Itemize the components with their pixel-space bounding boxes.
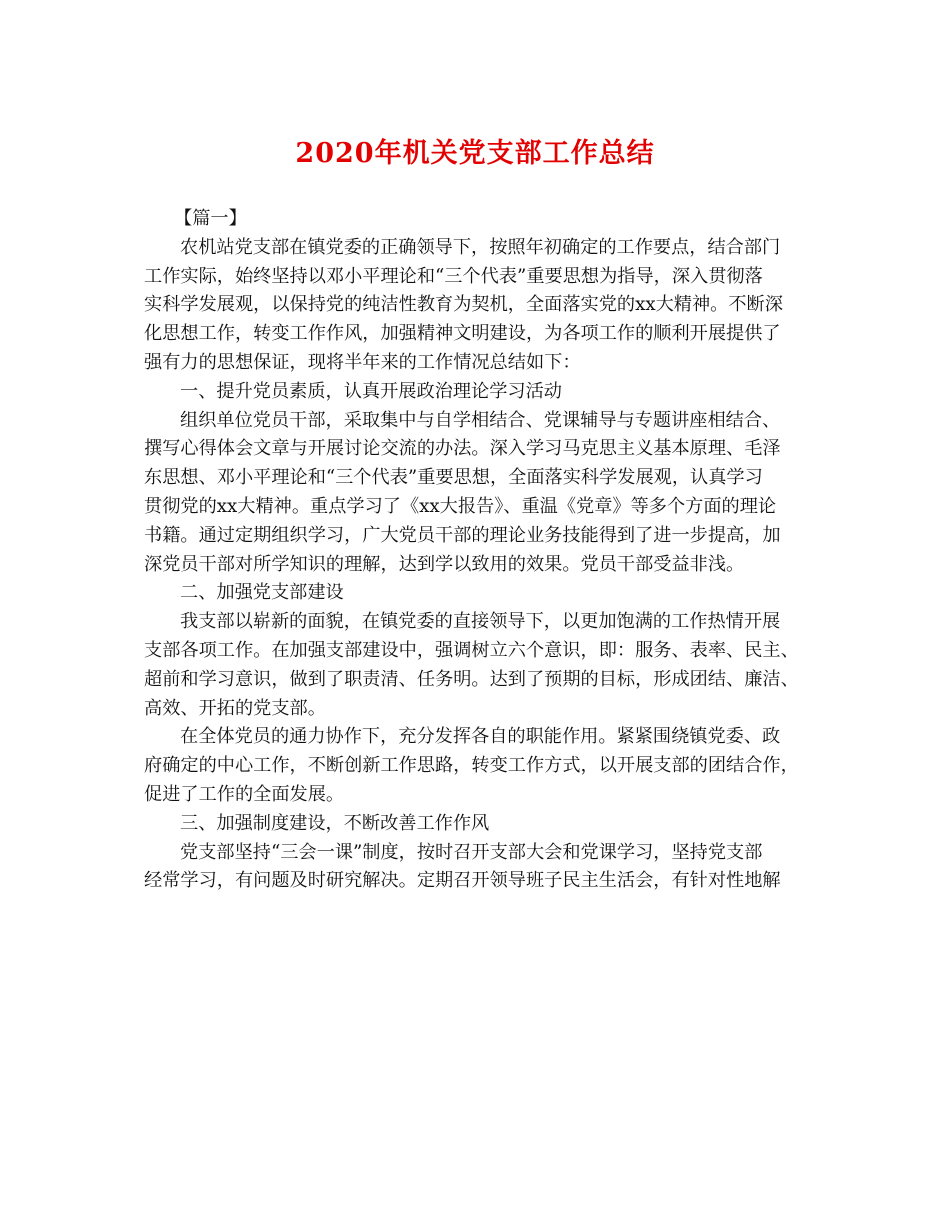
text-line: 二、加强党支部建设 (180, 582, 344, 604)
section-label: 【篇一】 (174, 208, 247, 229)
document-title: 2020年机关党支部工作总结 (295, 138, 655, 169)
text-line: 深党员干部对所学知识的理解，达到学以致用的效果。党员干部受益非浅。 (144, 553, 745, 575)
text-line: 我支部以崭新的面貌，在镇党委的直接领导下，以更加饱满的工作热情开展 (180, 611, 781, 633)
text-line: 三、加强制度建设，不断改善工作作风 (180, 812, 490, 834)
text-line: 撰写心得体会文章与开展讨论交流的办法。深入学习马克思主义基本原理、毛泽 (144, 438, 781, 460)
text-line: 在全体党员的通力协作下，充分发挥各自的职能作用。紧紧围绕镇党委、政 (180, 726, 781, 748)
text-line: 组织单位党员干部，采取集中与自学相结合、党课辅导与专题讲座相结合、 (180, 409, 781, 431)
text-line: 超前和学习意识，做到了职责清、任务明。达到了预期的目标，形成团结、廉洁、 (144, 668, 799, 690)
text-line: 贯彻党的xx大精神。重点学习了《xx大报告》、重温《党章》等多个方面的理论 (144, 495, 777, 517)
text-line: 高效、开拓的党支部。 (144, 697, 326, 719)
text-line: 书籍。通过定期组织学习，广大党员干部的理论业务技能得到了进一步提高，加 (144, 524, 781, 546)
text-line: 工作实际，始终坚持以邓小平理论和“三个代表”重要思想为指导，深入贯彻落 (144, 265, 763, 287)
text-line: 东思想、邓小平理论和“三个代表”重要思想，全面落实科学发展观，认真学习 (144, 467, 763, 489)
text-line: 支部各项工作。在加强支部建设中，强调树立六个意识，即：服务、表率、民主、 (144, 639, 799, 661)
document-body (144, 205, 806, 896)
text-line: 化思想工作，转变工作作风，加强精神文明建设，为各项工作的顺利开展提供了 (144, 323, 781, 345)
text-line: 党支部坚持“三会一课”制度，按时召开支部大会和党课学习，坚持党支部 (180, 841, 763, 863)
text-line: 强有力的思想保证，现将半年来的工作情况总结如下： (144, 351, 581, 373)
text-line: 一、提升党员素质，认真开展政治理论学习活动 (180, 380, 562, 402)
text-line: 实科学发展观，以保持党的纯洁性教育为契机，全面落实党的xx大精神。不断深 (144, 294, 783, 316)
text-line: 促进了工作的全面发展。 (144, 783, 345, 805)
text-line: 农机站党支部在镇党委的正确领导下，按照年初确定的工作要点，结合部门 (180, 236, 781, 258)
text-line: 经常学习，有问题及时研究解决。定期召开领导班子民主生活会，有针对性地解 (144, 870, 781, 892)
text-line: 府确定的中心工作，不断创新工作思路，转变工作方式，以开展支部的团结合作， (144, 755, 799, 777)
